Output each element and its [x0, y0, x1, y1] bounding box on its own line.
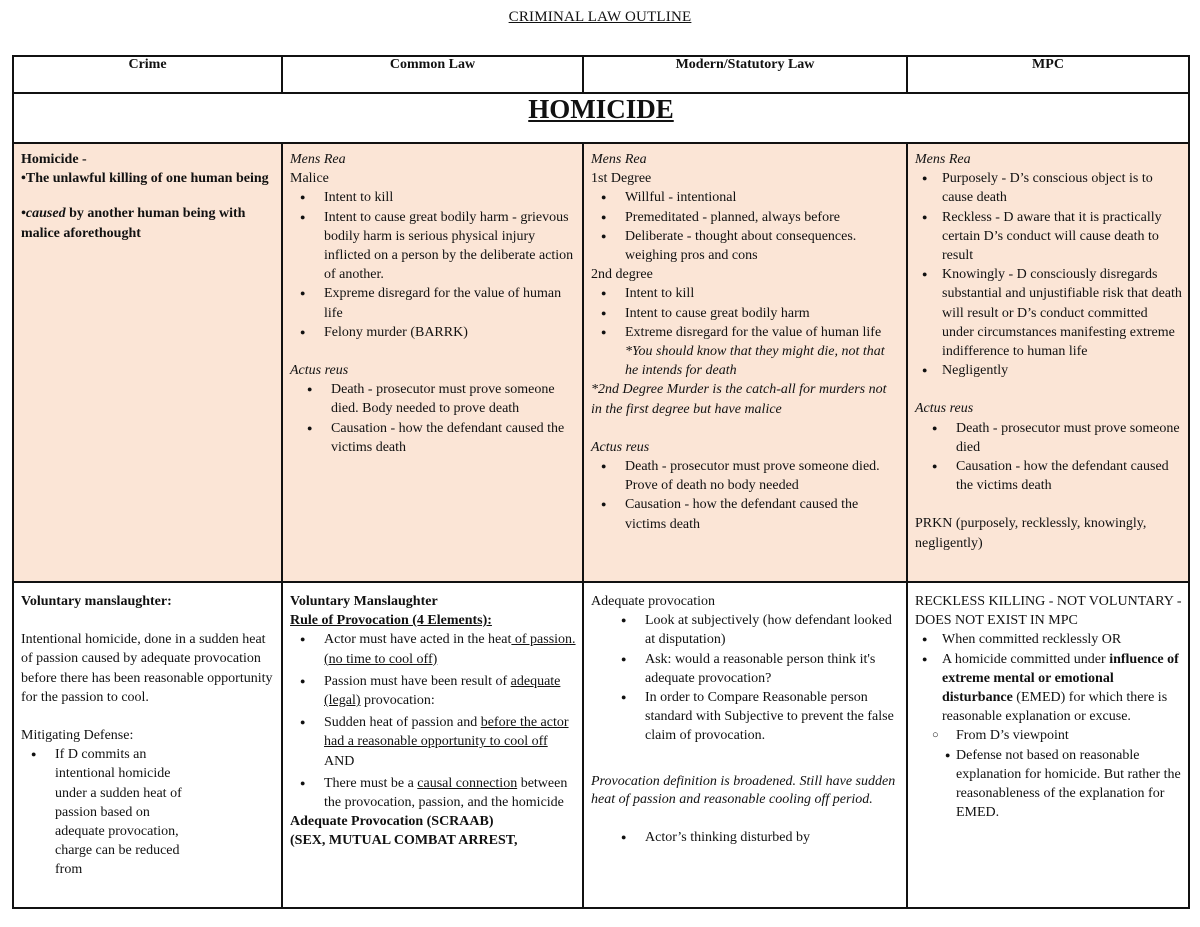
- header-common-law: Common Law: [282, 56, 583, 93]
- emed-sub-list: [915, 726, 1182, 745]
- homicide-title: Homicide -: [21, 152, 87, 167]
- manslaughter-row: [13, 582, 1189, 908]
- adequate-provocation-list: (SEX, MUTUAL COMBAT ARREST,: [290, 833, 518, 849]
- list-item: ● Look at subjectively (how defendant looked at disputation): [591, 611, 900, 649]
- list-item: ● Negligently: [912, 361, 1182, 380]
- list-item: ● Actor must have acted in the heat of passion. (no time to cool off): [290, 630, 576, 668]
- first-degree-list: [591, 188, 900, 265]
- mitigating-list: [21, 745, 191, 879]
- list-item: ● Purposely - D’s conscious object is to cause death: [912, 169, 1182, 207]
- list-item: ● Ask: would a reasonable person think it's adequate provocation?: [591, 650, 900, 688]
- adequate-provocation-title: Adequate Provocation (SCRAAB): [290, 814, 494, 830]
- manslaughter-definition: Intentional homicide, done in a sudden heat of passion caused by adequate provocation before there has been reasonable opportunity for the passion to cool.: [21, 632, 273, 705]
- manslaughter-modern-law-cell: [583, 582, 907, 908]
- manslaughter-crime-cell: [13, 582, 282, 908]
- list-item: ● Expreme disregard for the value of human life: [290, 284, 576, 322]
- list-item: ● Knowingly - D consciously disregards substantial and unjustifiable risk that death will result or D’s conduct committed under circumstances manifesting extreme indifference to human life: [912, 265, 1182, 361]
- homicide-row: [13, 143, 1189, 582]
- homicide-definition-1: •The unlawful killing of one human being: [21, 171, 269, 187]
- voluntary-manslaughter-title: Voluntary Manslaughter: [290, 594, 438, 609]
- mens-rea-label: Mens Rea: [591, 152, 647, 167]
- list-item: ● Actor’s thinking disturbed by: [591, 828, 900, 847]
- actus-reus-label: Actus reus: [290, 363, 349, 379]
- list-item: ● Causation - how the defendant caused the victims death: [290, 419, 576, 457]
- list-item: ● Intent to kill: [591, 284, 900, 303]
- broadened-note: Provocation definition is broadened. Still have sudden heat of passion and reasonable cooling off period.: [591, 773, 896, 807]
- list-item: ● Intent to cause great bodily harm - grievous bodily harm is serious physical injury inflicted on a person by the deliberate action of another.: [290, 208, 576, 285]
- manslaughter-title: Voluntary manslaughter:: [21, 594, 172, 609]
- mens-rea-label: Mens Rea: [915, 152, 971, 167]
- section-title-homicide: HOMICIDE: [13, 93, 1189, 143]
- homicide-definition-2: •caused by another human being with malice aforethought: [21, 206, 246, 241]
- list-item: ● Death - prosecutor must prove someone died: [915, 419, 1182, 457]
- catch-all-note: *2nd Degree Murder is the catch-all for murders not in the first degree but have malice: [591, 382, 887, 417]
- malice-list: [290, 188, 576, 342]
- actor-thinking-list: [591, 828, 900, 847]
- list-item: ● Defense not based on reasonable explanation for homicide. But rather the reasonableness of the explanation for EMED.: [915, 746, 1182, 823]
- second-degree-list: [591, 284, 900, 380]
- prkn-summary: PRKN (purposely, recklessly, knowingly, negligently): [915, 516, 1147, 551]
- document-title: CRIMINAL LAW OUTLINE: [508, 9, 692, 25]
- list-item: ● Causation - how the defendant caused the victims death: [915, 457, 1182, 495]
- list-item: ● Willful - intentional: [591, 188, 900, 207]
- adequate-provocation-label: Adequate provocation: [591, 594, 716, 609]
- actus-reus-label: Actus reus: [915, 401, 974, 417]
- header-row: [13, 56, 1189, 93]
- actus-reus-label: Actus reus: [591, 439, 650, 455]
- list-item: ● Passion must have been result of adequate (legal) provocation:: [290, 672, 576, 710]
- mitigating-defense-label: Mitigating Defense:: [21, 728, 134, 744]
- malice-label: Malice: [290, 171, 329, 187]
- adequate-provocation-items: [591, 611, 900, 745]
- actus-reus-list: [290, 380, 576, 457]
- header-mpc: MPC: [907, 56, 1189, 93]
- actus-reus-list: [591, 457, 900, 534]
- emed-sub-list-2: [915, 746, 1182, 823]
- first-degree-label: 1st Degree: [591, 171, 652, 187]
- list-item: ● Premeditated - planned, always before: [591, 208, 900, 227]
- reckless-killing-note: RECKLESS KILLING - NOT VOLUNTARY - DOES NOT EXIST IN MPC: [915, 594, 1182, 629]
- header-crime: Crime: [13, 56, 282, 93]
- mpc-mens-rea-list: [912, 169, 1182, 380]
- section-row: [13, 93, 1189, 143]
- rule-of-provocation: Rule of Provocation (4 Elements):: [290, 613, 492, 629]
- manslaughter-common-law-cell: [282, 582, 583, 908]
- list-item: ● Death - prosecutor must prove someone died. Prove of death no body needed: [591, 457, 900, 495]
- homicide-modern-law-cell: [583, 143, 907, 582]
- list-item: ● Sudden heat of passion and before the actor had a reasonable opportunity to cool off AND: [290, 713, 576, 771]
- list-item: ● In order to Compare Reasonable person standard with Subjective to prevent the false claim of provocation.: [591, 688, 900, 746]
- homicide-crime-cell: [13, 143, 282, 582]
- list-item: ● Causation - how the defendant caused the victims death: [591, 495, 900, 533]
- list-item: ● Deliberate - thought about consequences. weighing pros and cons: [591, 227, 900, 265]
- list-item: ● Reckless - D aware that it is practically certain D’s conduct will cause death to result: [912, 208, 1182, 266]
- manslaughter-mpc-cell: [907, 582, 1189, 908]
- homicide-common-law-cell: [282, 143, 583, 582]
- list-item: ● Extreme disregard for the value of human life *You should know that they might die, not that he intends for death: [591, 323, 900, 381]
- provocation-elements-list: [290, 630, 576, 812]
- list-item: ● A homicide committed under influence of extreme mental or emotional disturbance (EMED) for which there is reasonable explanation or excuse.: [912, 650, 1182, 727]
- list-item: ● When committed recklessly OR: [912, 630, 1182, 649]
- actus-reus-list: [915, 419, 1182, 496]
- list-item: ● Death - prosecutor must prove someone died. Body needed to prove death: [290, 380, 576, 418]
- header-modern-law: Modern/Statutory Law: [583, 56, 907, 93]
- list-item: ● Felony murder (BARRK): [290, 323, 576, 342]
- list-item: ● There must be a causal connection between the provocation, passion, and the homicide: [290, 774, 576, 812]
- mens-rea-label: Mens Rea: [290, 152, 346, 167]
- second-degree-label: 2nd degree: [591, 267, 653, 283]
- list-item: ● Intent to cause great bodily harm: [591, 304, 900, 323]
- outline-table: [12, 55, 1190, 909]
- homicide-mpc-cell: [907, 143, 1189, 582]
- list-item: ● If D commits an intentional homicide under a sudden heat of passion based on adequate provocation, charge can be reduced from: [21, 745, 191, 879]
- list-item: ● Intent to kill: [290, 188, 576, 207]
- mpc-emed-list: [912, 630, 1182, 726]
- list-item: ○ From D’s viewpoint: [915, 726, 1182, 745]
